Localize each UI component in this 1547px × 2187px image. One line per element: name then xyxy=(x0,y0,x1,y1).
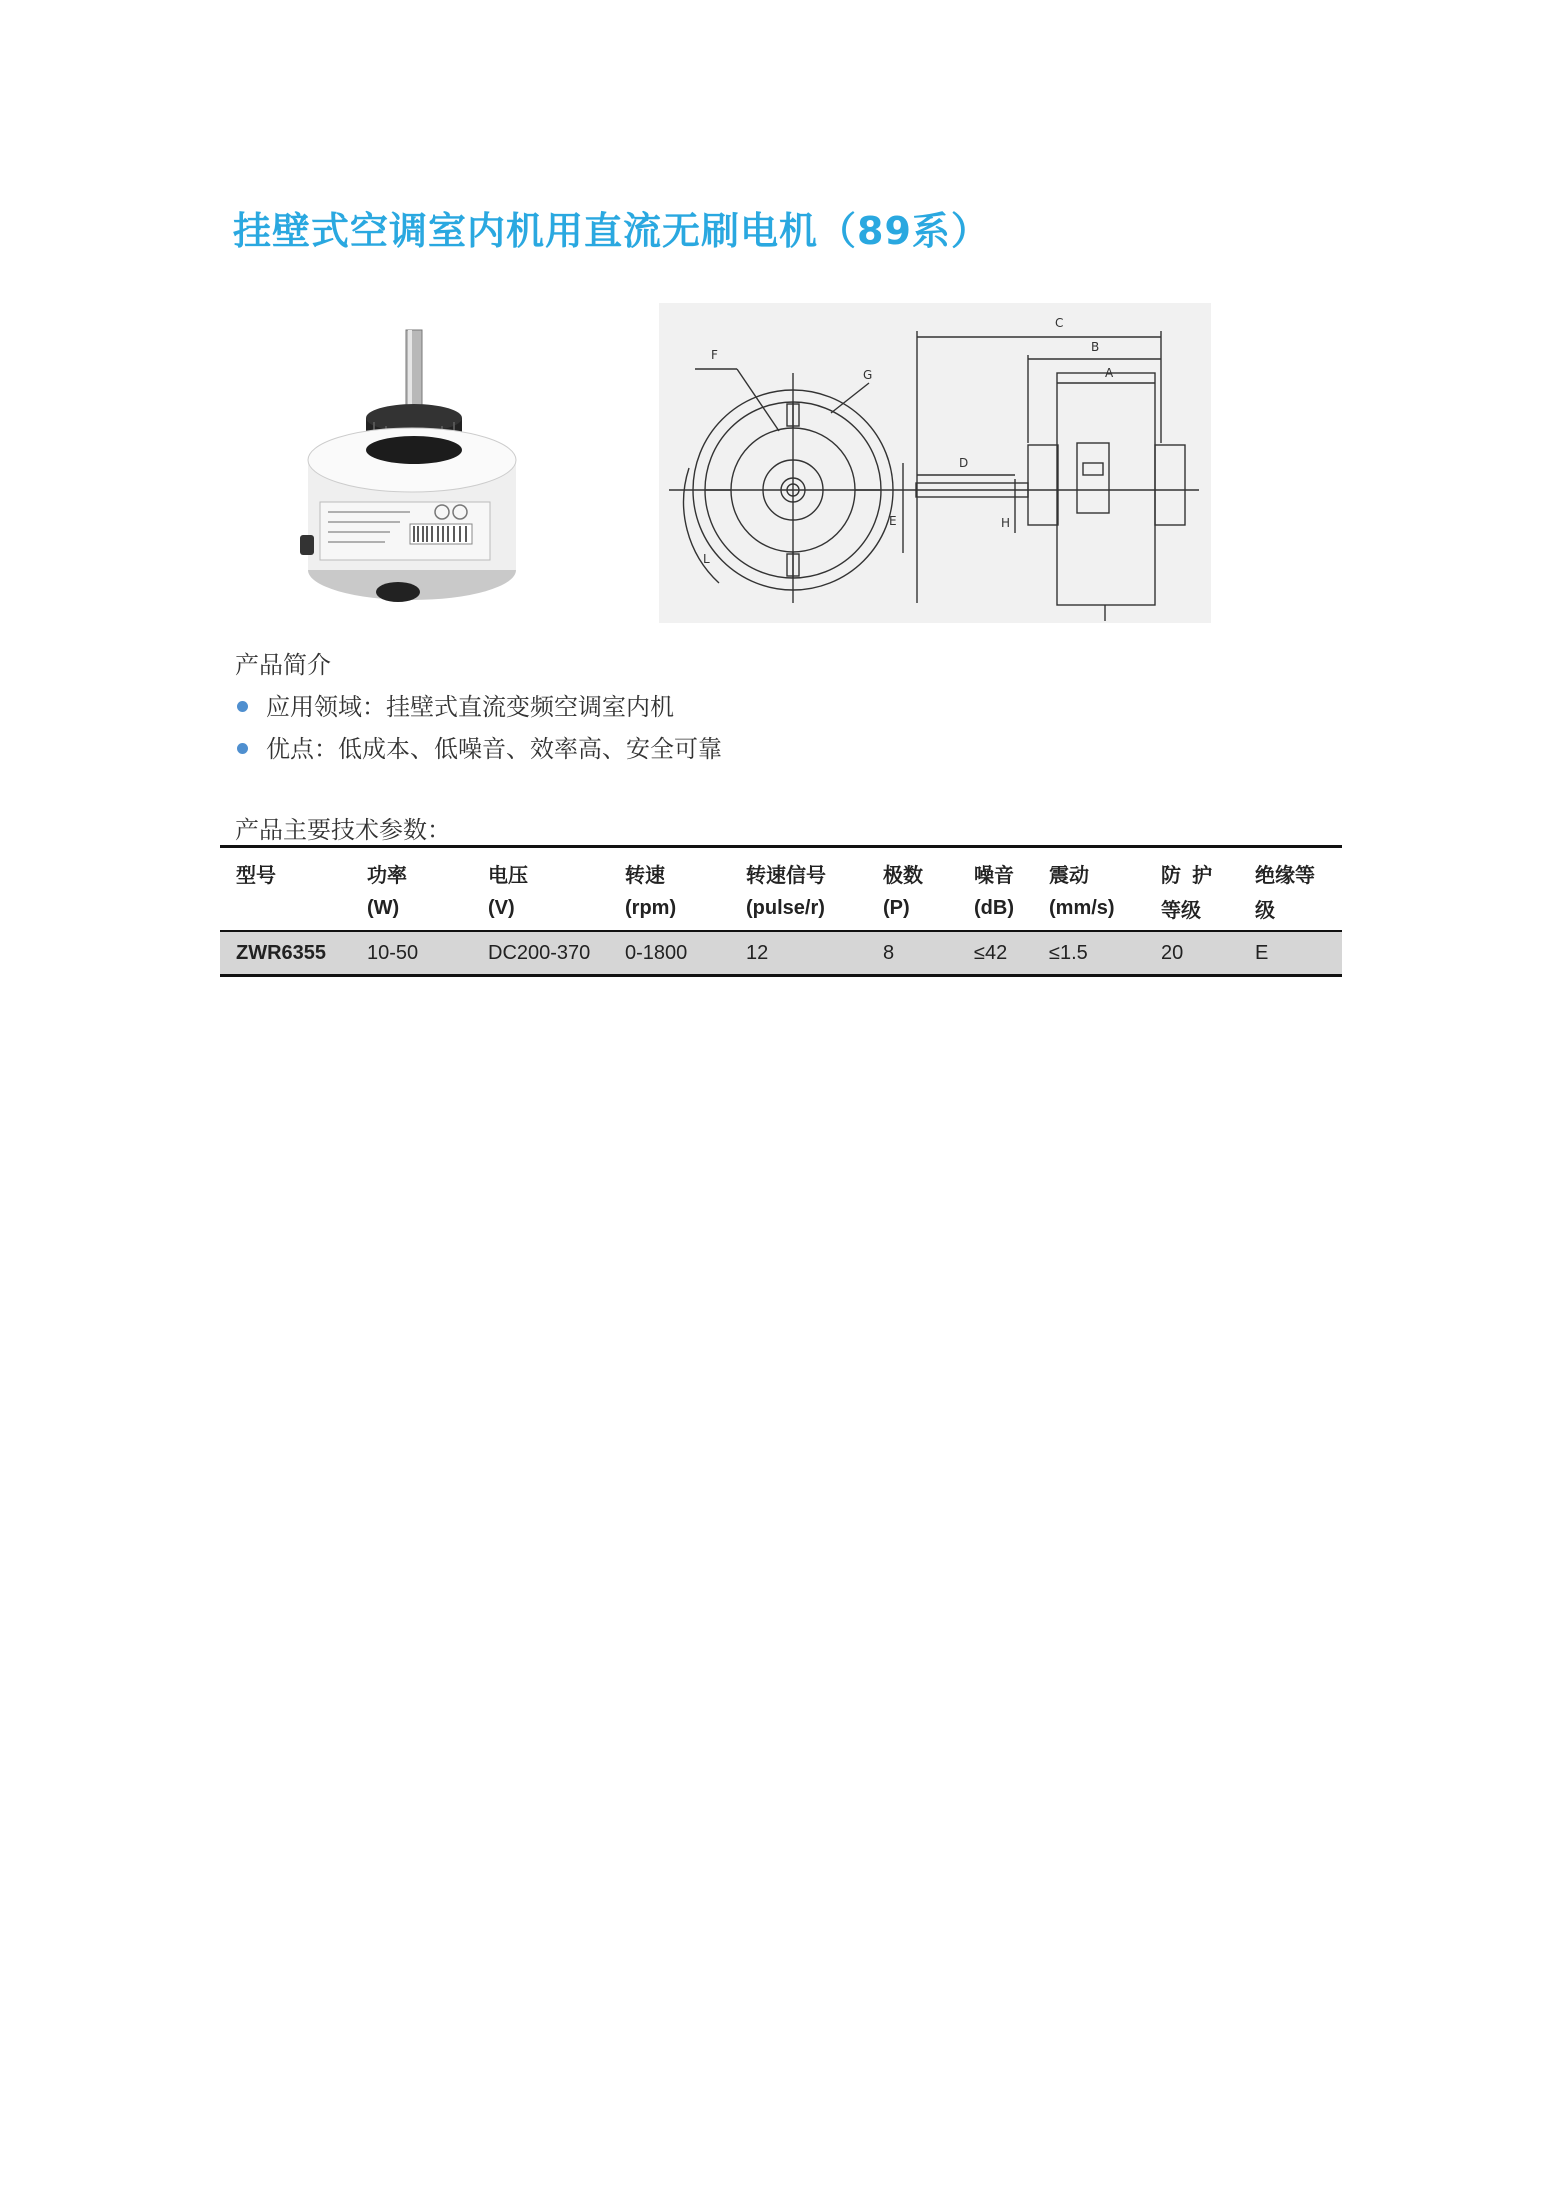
cell-speed-signal: 12 xyxy=(730,931,867,976)
table-header-row xyxy=(220,889,1342,931)
motor-photo xyxy=(290,310,530,610)
col-header: 震动 xyxy=(1033,847,1145,890)
col-header-unit: (V) xyxy=(472,889,609,931)
col-header-unit: (rpm) xyxy=(609,889,730,931)
cell-poles: 8 xyxy=(867,931,958,976)
col-header-unit: (mm/s) xyxy=(1033,889,1145,931)
dim-label-c: C xyxy=(1055,316,1064,330)
col-header: 转速 xyxy=(609,847,730,890)
params-heading: 产品主要技术参数： xyxy=(235,816,451,844)
bullet-text: 应用领域：挂壁式直流变频空调室内机 xyxy=(266,693,674,721)
dim-label-g: G xyxy=(863,368,873,382)
cell-protection: 20 xyxy=(1145,931,1239,976)
col-header: 噪音 xyxy=(958,847,1033,890)
col-header: 极数 xyxy=(867,847,958,890)
dim-label-e: E xyxy=(889,514,897,528)
cell-vibration: ≤1.5 xyxy=(1033,931,1145,976)
dim-label-d: D xyxy=(959,456,969,470)
col-header-unit: 等级 xyxy=(1145,889,1239,931)
spec-table xyxy=(220,845,1342,977)
cell-model: ZWR6355 xyxy=(220,931,351,976)
dimension-drawing xyxy=(659,303,1211,623)
bullet-text: 优点：低成本、低噪音、效率高、安全可靠 xyxy=(266,735,722,763)
cell-noise: ≤42 xyxy=(958,931,1033,976)
intro-bullet xyxy=(237,687,674,722)
dim-label-l: L xyxy=(703,552,710,566)
dim-label-h: H xyxy=(1001,516,1011,530)
col-header-unit: (P) xyxy=(867,889,958,931)
intro-heading: 产品简介 xyxy=(235,651,331,679)
table-row xyxy=(220,931,1342,976)
col-header: 绝缘等 xyxy=(1239,847,1342,890)
dim-label-a: A xyxy=(1105,366,1114,380)
col-header: 防 护 xyxy=(1145,847,1239,890)
bullet-dot-icon xyxy=(237,743,248,754)
page-title: 挂壁式空调室内机用直流无刷电机（89系） xyxy=(233,209,990,253)
table-header-row xyxy=(220,847,1342,890)
col-header: 功率 xyxy=(351,847,472,890)
col-header: 型号 xyxy=(220,847,351,890)
cell-voltage: DC200-370 xyxy=(472,931,609,976)
col-header-unit: (W) xyxy=(351,889,472,931)
dim-label-f: F xyxy=(711,348,718,362)
cell-insulation: E xyxy=(1239,931,1342,976)
cell-power: 10-50 xyxy=(351,931,472,976)
col-header-unit xyxy=(220,889,351,931)
dim-label-b: B xyxy=(1091,340,1100,354)
col-header-unit: 级 xyxy=(1239,889,1342,931)
col-header-unit: (pulse/r) xyxy=(730,889,867,931)
intro-bullet xyxy=(237,729,722,764)
bullet-dot-icon xyxy=(237,701,248,712)
col-header: 电压 xyxy=(472,847,609,890)
col-header: 转速信号 xyxy=(730,847,867,890)
col-header-unit: (dB) xyxy=(958,889,1033,931)
cell-speed: 0-1800 xyxy=(609,931,730,976)
